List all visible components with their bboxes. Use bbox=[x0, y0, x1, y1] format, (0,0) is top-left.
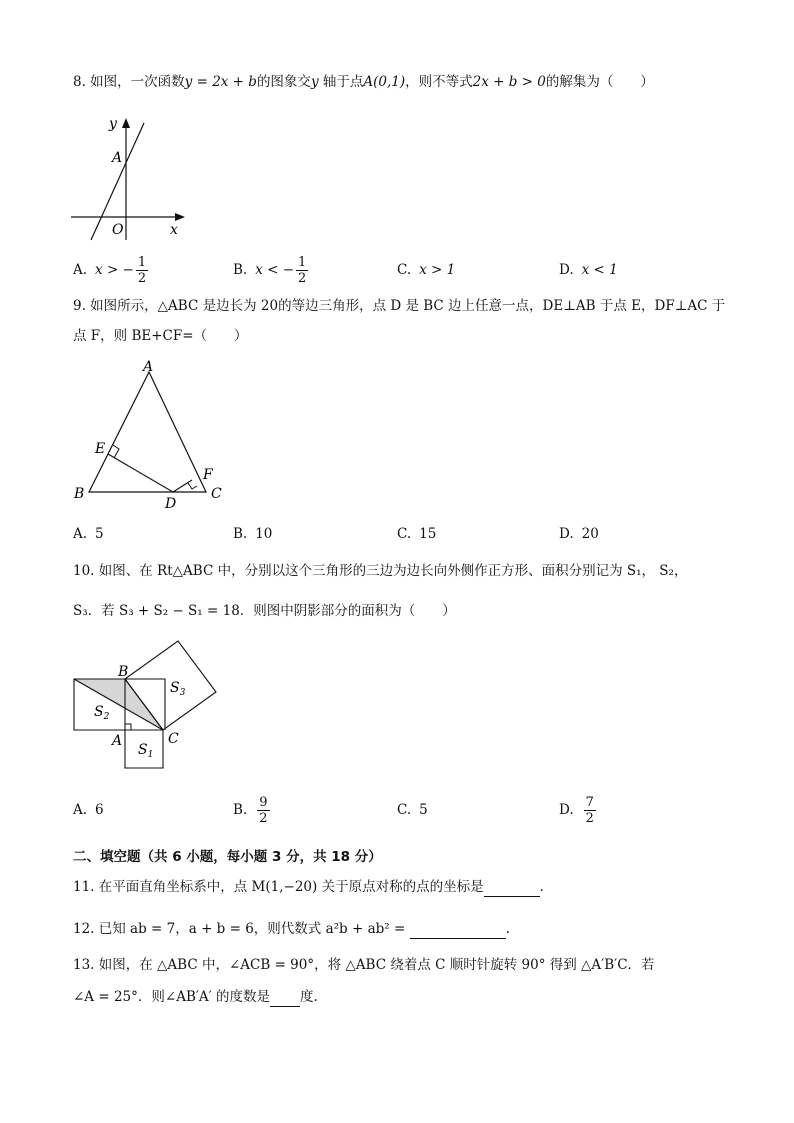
q9-option-a[interactable]: A. 5 bbox=[73, 526, 104, 542]
q8-options bbox=[73, 250, 723, 290]
q10-label-s1: $S_1$ bbox=[138, 742, 154, 760]
q9-label-b: B bbox=[74, 486, 85, 502]
q8-y-label: y bbox=[109, 116, 117, 132]
q8-option-d[interactable]: D. x < 1 bbox=[559, 262, 618, 278]
q10-figure bbox=[66, 632, 226, 774]
q10-option-c[interactable]: C. 5 bbox=[397, 802, 428, 818]
q8-x-arrow bbox=[175, 213, 185, 221]
q8-option-c[interactable]: C. x > 1 bbox=[397, 262, 456, 278]
q8-mid3: ，则不等式 bbox=[405, 74, 473, 90]
q9-label-f: F bbox=[203, 467, 213, 483]
q9-label-d: D bbox=[165, 496, 177, 512]
q8-x-label: x bbox=[170, 222, 178, 238]
q9-options bbox=[73, 514, 723, 554]
q9-triangle-abc bbox=[89, 372, 206, 492]
q8-o-label: O bbox=[112, 222, 124, 238]
q9-label-c: C bbox=[211, 486, 222, 502]
q9-segment-de bbox=[108, 454, 173, 492]
q8-option-a[interactable]: A. x > − $\frac{1}{2}$ bbox=[73, 254, 147, 286]
section-2-heading: 二、填空题（共 6 小题，每小题 3 分，共 18 分） bbox=[73, 849, 382, 865]
q10-label-a: A bbox=[112, 733, 123, 749]
q10-label-c: C bbox=[168, 731, 179, 747]
question-10-line1: 10. 如图、在 Rt△ABC 中，分别以这个三角形的三边为边长向外侧作正方形、面积分别记为 S₁， S₂， bbox=[73, 563, 688, 579]
q10-options bbox=[73, 790, 723, 830]
q11-answer-blank[interactable] bbox=[484, 882, 540, 897]
q9-label-a: A bbox=[143, 359, 154, 375]
q8-suffix: 的解集为（ ） bbox=[545, 74, 654, 90]
q9-right-angle-f bbox=[188, 483, 197, 489]
question-9-line1: 9. 如图所示，△ABC 是边长为 20的等边三角形，点 D 是 BC 边上任意一点，DE⊥AB 于点 E，DF⊥AC 于 bbox=[73, 298, 726, 314]
question-11: 11. 在平面直角坐标系中，点 M(1,−20) 关于原点对称的点的坐标是 ． bbox=[73, 879, 554, 895]
question-8-text bbox=[73, 72, 723, 92]
q9-option-d[interactable]: D. 20 bbox=[559, 526, 599, 542]
q9-right-angle-e bbox=[113, 445, 119, 458]
q9-segment-df bbox=[173, 480, 192, 492]
q8-prefix: 8. 如图，一次函数 bbox=[73, 74, 185, 90]
q10-option-d[interactable]: D. $\frac{7}{2}$ bbox=[559, 794, 594, 826]
q8-mid2: 轴于点 bbox=[318, 74, 364, 90]
question-12: 12. 已知 ab = 7，a + b = 6，则代数式 a²b + ab² = . bbox=[73, 921, 510, 937]
question-13-line2: ∠A = 25°．则∠AB′A′ 的度数是 度. bbox=[73, 989, 318, 1005]
q10-label-s2: $S_2$ bbox=[94, 704, 110, 722]
q10-option-b[interactable]: B. $\frac{9}{2}$ bbox=[233, 794, 268, 826]
q8-point: A(0,1) bbox=[363, 74, 406, 90]
question-9-line2: 点 F，则 BE+CF=（ ） bbox=[73, 328, 248, 344]
q10-label-b: B bbox=[118, 664, 129, 680]
q8-figure bbox=[65, 110, 195, 245]
q8-equation: y = 2x + b bbox=[184, 74, 257, 90]
q12-answer-blank[interactable] bbox=[410, 924, 506, 939]
q8-mid1: 的图象交 bbox=[256, 74, 311, 90]
question-13-line1: 13. 如图，在 △ABC 中，∠ACB = 90°，将 △ABC 绕着点 C 顺时针旋转 90° 得到 △A′B′C．若 bbox=[73, 957, 655, 973]
q8-option-b[interactable]: B. x < − $\frac{1}{2}$ bbox=[233, 254, 307, 286]
q9-option-c[interactable]: C. 15 bbox=[397, 526, 437, 542]
question-10-line2: S₃．若 S₃ + S₂ − S₁ = 18．则图中阴影部分的面积为（ ） bbox=[73, 603, 456, 619]
q10-right-angle-a bbox=[125, 724, 131, 730]
q8-yvar: y bbox=[310, 74, 319, 90]
q10-label-s3: $S_3$ bbox=[170, 680, 186, 698]
q8-inequality: 2x + b > 0 bbox=[472, 74, 546, 90]
q8-y-arrow bbox=[122, 118, 130, 128]
q10-option-a[interactable]: A. 6 bbox=[73, 802, 104, 818]
q8-a-label: A bbox=[112, 150, 123, 166]
q13-answer-blank[interactable] bbox=[270, 992, 300, 1007]
q9-figure bbox=[68, 358, 238, 516]
q9-label-e: E bbox=[95, 441, 106, 457]
q9-option-b[interactable]: B. 10 bbox=[233, 526, 273, 542]
